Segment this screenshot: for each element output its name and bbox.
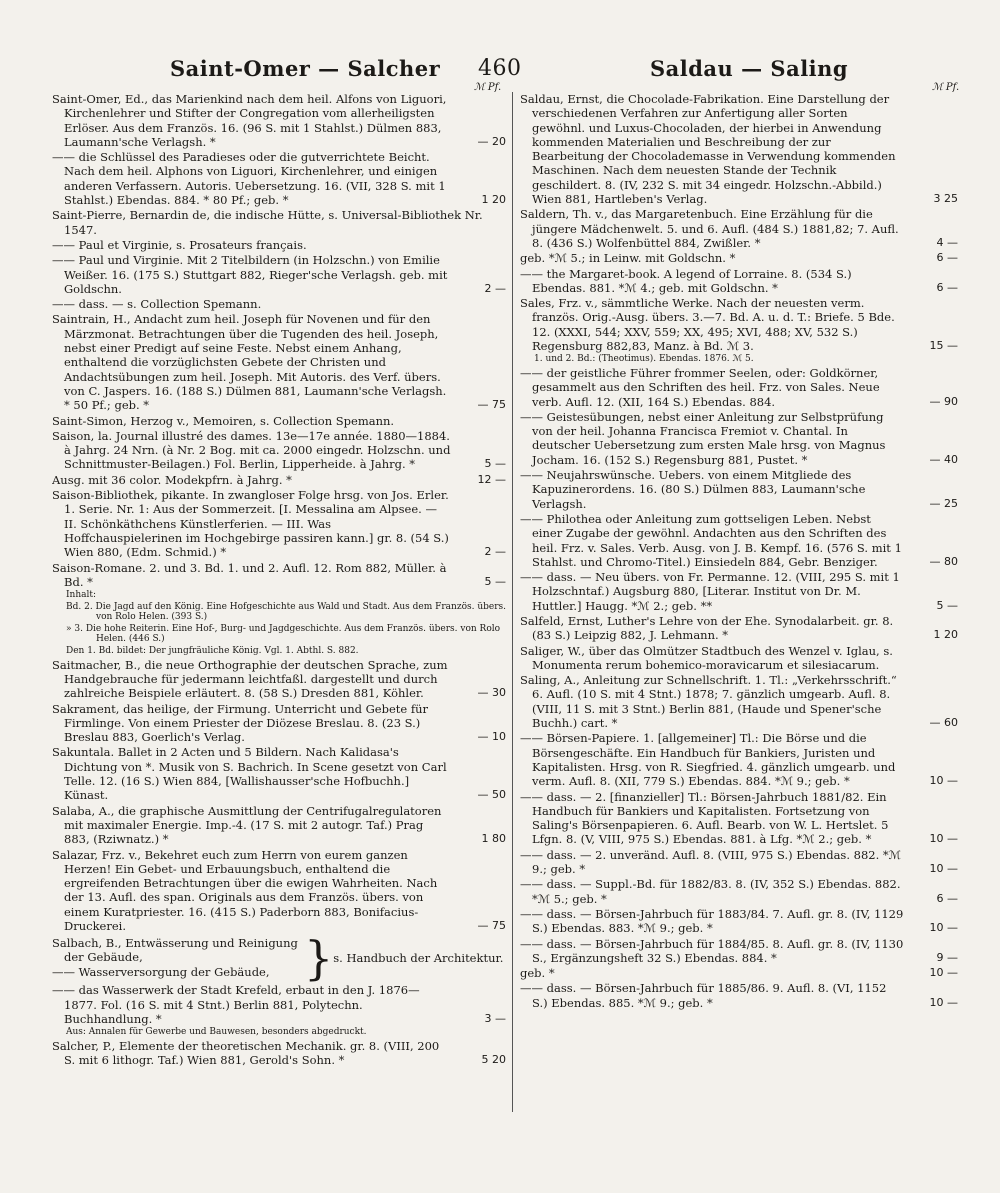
entry-text: —— Philothea oder Anleitung zum gottseligen Leben. Nebst einer Zugabe der gewöhnl. Andachten aus den Schriften des heil. Frz. v. Sales. Verb. Ausg. von J. B. Kempf. 16. (576 S. mit 1 Stahlst. und Chromo-Titel.) Einsiedeln 884, Gebr. Benziger. xyxy=(520,511,902,569)
price-unit-left: ℳ Pf. xyxy=(474,82,502,93)
entry-price: 10 — xyxy=(929,832,958,846)
entry-price: — 75 xyxy=(477,919,506,932)
catalog-entry xyxy=(520,644,958,673)
entry-price: 10 — xyxy=(929,966,958,980)
entry-text: —— dass. — 2. [finanzieller] Tl.: Börsen-Jahrbuch 1881/82. Ein Handbuch für Bankiers und Kapitalisten. Fortsetzung von Saling's Börsenpapieren. 6. Aufl. Bearb. von W. L. Hertslet. 5 Lfgn. 8. (V, VIII, 975 S.) Ebendas. 881. à Lfg. *ℳ 2.; geb. * xyxy=(520,789,889,847)
column-divider xyxy=(512,92,513,1112)
entry-price: 10 — xyxy=(929,862,958,876)
entry-text: —— dass. — Neu übers. von Fr. Permanne. 12. (VIII, 295 S. mit 1 Holzschntaf.) Augsburg 880, [Literar. Institut von Dr. M. Huttler.] Haugg. *ℳ 2.; geb. ** xyxy=(520,570,900,613)
entry-text: Ausg. mit 36 color. Modekpfrn. à Jahrg. * xyxy=(52,472,292,487)
entry-text: Aus: Annalen für Gewerbe und Bauwesen, besonders abgedruckt. xyxy=(66,1027,367,1038)
catalog-entry xyxy=(520,981,958,1010)
entry-text: Saison-Romane. 2. und 3. Bd. 1. und 2. Aufl. 12. Rom 882, Müller. à Bd. * xyxy=(52,560,447,589)
catalog-entry xyxy=(52,804,506,847)
catalog-entry xyxy=(52,92,506,149)
entry-text: Saison, la. Journal illustré des dames. 13e—17e année. 1880—1884. à Jahrg. 24 Nrn. (à Nr. 2 Bog. mit ca. 2000 eingedr. Holzschn. und Schnittmuster-Beilagen.) Fol. Berlin, Lipperheide. à Jahrg. * xyxy=(52,428,451,472)
price-unit-right: ℳ Pf. xyxy=(932,82,960,93)
entry-text: Saitmacher, B., die neue Orthographie der deutschen Sprache, zum Handgebrauche für jedermann leichtfaßl. dargestellt und durch zahlreiche Beispiele erläutert. 8. (58 S.) Dresden 881, Köhler. xyxy=(52,657,448,701)
entry-text: —— der geistliche Führer frommer Seelen, oder: Goldkörner, gesammelt aus den Schriften des heil. Frz. von Sales. Neue verb. Aufl. 12. (XII, 164 S.) Ebendas. 884. xyxy=(520,365,880,409)
entry-text: Salcher, P., Elemente der theoretischen Mechanik. gr. 8. (VIII, 200 S. mit 6 lithogr. Taf.) Wien 881, Gerold's Sohn. * xyxy=(52,1038,440,1068)
entry-price: 6 — xyxy=(936,251,958,265)
brace-item: Salbach, B., Entwässerung und Reinigung der Gebäude, xyxy=(52,935,298,965)
brace-item: —— Wasserversorgung der Gebäude, xyxy=(52,965,270,980)
entry-text: geb. * xyxy=(520,966,555,981)
entry-text: —— dass. — Suppl.-Bd. für 1882/83. 8. (IV, 352 S.) Ebendas. 882. *ℳ 5.; geb. * xyxy=(520,877,901,906)
catalog-entry xyxy=(520,207,958,250)
entry-text: Saint-Omer, Ed., das Marienkind nach dem heil. Alfons von Liguori, Kirchenlehrer und Stifter der Congregation vom allerheiligsten Erlöser. Aus dem Französ. 16. (96 S. mit 1 Stahlst.) Dülmen 883, Laumann'sche Verlagsh. * xyxy=(52,92,447,149)
catalog-entry xyxy=(520,790,958,847)
catalog-entry xyxy=(520,512,958,569)
entry-text: Salaba, A., die graphische Ausmittlung der Centrifugalregulatoren mit maximaler Energie. Imp.-4. (17 S. mit 2 autogr. Taf.) Prag 883, (Rziwnatz.) * xyxy=(52,803,442,847)
entry-price: 10 — xyxy=(929,921,958,935)
entry-text: Inhalt: xyxy=(66,590,97,601)
catalog-entry xyxy=(520,410,958,467)
entry-price: — 60 xyxy=(929,716,958,730)
entry-price: 6 — xyxy=(936,891,958,905)
catalog-entry xyxy=(52,414,506,428)
entry-text: Saint-Pierre, Bernardin de, die indische Hütte, s. Universal-Bibliothek Nr. 1547. xyxy=(52,208,483,237)
entry-text: Saintrain, H., Andacht zum heil. Joseph für Novenen und für den Märzmonat. Betrachtungen über die Tugenden des heil. Joseph, nebst einer Predigt auf seine Feste. Nebst einem Anhang, enthaltend die vorzüglichsten Gebete der Christen und Andachtsübungen zum heil. Joseph. Mit Autoris. des Verf. übers. von C. Jaspers. 16. (188 S.) Dülmen 881, Laumann'sche Verlagsh. * 50 Pf.; geb. * xyxy=(52,312,447,413)
entry-price: 9 — xyxy=(936,950,958,964)
entry-note xyxy=(52,602,506,623)
entry-price: — 20 xyxy=(477,134,506,148)
catalog-entry xyxy=(520,614,958,643)
entry-price: 10 — xyxy=(929,995,958,1009)
entry-price: 3 — xyxy=(484,1011,506,1025)
entry-price: — 75 xyxy=(477,398,506,412)
entry-text: —— dass. — 2. unveränd. Aufl. 8. (VIII, 975 S.) Ebendas. 882. *ℳ 9.; geb. * xyxy=(520,847,901,877)
entry-text: —— das Wasserwerk der Stadt Krefeld, erbaut in den J. 1876—1877. Fol. (16 S. mit 4 Stnt.) Berlin 881, Polytechn. Buchhandlung. * xyxy=(52,983,420,1026)
catalog-entry xyxy=(52,150,506,207)
catalog-entry xyxy=(52,658,506,701)
catalog-entry xyxy=(520,251,958,265)
catalog-entry xyxy=(52,208,506,237)
catalog-entry xyxy=(52,1039,506,1068)
entry-price: 1 20 xyxy=(933,628,958,642)
catalog-entry xyxy=(52,561,506,590)
catalog-entry xyxy=(52,312,506,412)
entry-text: Saint-Simon, Herzog v., Memoiren, s. Collection Spemann. xyxy=(52,413,395,428)
entry-text: —— dass. — Börsen-Jahrbuch für 1884/85. 8. Aufl. gr. 8. (IV, 1130 S., Ergänzungsheft 32 S.) Ebendas. 884. * xyxy=(520,936,904,965)
curly-brace-mark: } xyxy=(304,931,334,986)
catalog-entry xyxy=(52,238,506,252)
catalog-entry xyxy=(520,366,958,409)
entry-text: —— Geistesübungen, nebst einer Anleitung zur Selbstprüfung von der heil. Johanna Francisca Fremiot v. Chantal. In deutscher Uebersetzung zum ersten Male hrsg. von Magnus Jocham. 16. (152 S.) Regensburg 881, Pustet. * xyxy=(520,409,886,467)
page-number: 460 xyxy=(478,56,522,81)
catalog-entry xyxy=(520,92,958,206)
entry-price: — 90 xyxy=(929,394,958,408)
brace-group xyxy=(52,931,506,986)
entry-price: 6 — xyxy=(936,280,958,294)
catalog-entry xyxy=(520,966,958,980)
catalog-entry xyxy=(520,937,958,966)
catalog-entry xyxy=(520,731,958,788)
catalog-entry xyxy=(520,877,958,906)
entry-price: 5 — xyxy=(936,598,958,612)
entry-text: —— Paul und Virginie. Mit 2 Titelbildern (in Holzschn.) von Emilie Weißer. 16. (175 S.) Stuttgart 882, Rieger'sche Verlagsh. geb. mit Goldschn. xyxy=(52,253,448,296)
entry-text: Saison-Bibliothek, pikante. In zwangloser Folge hrsg. von Jos. Erler. 1. Serie. Nr. 1: Aus der Sommerzeit. [I. Messalina am Alpsee. — II. Schönkäthchens Künstlerferien. — III. Was Hoffchauspielerinen im Hochgebirge passiren kann.] gr. 8. (54 S.) Wien 880, (Edm. Schmid.) * xyxy=(52,488,449,560)
catalog-entry xyxy=(52,429,506,472)
catalog-entry xyxy=(520,848,958,877)
catalog-entry xyxy=(52,297,506,311)
entry-price: — 10 xyxy=(477,730,506,744)
entry-price: — 30 xyxy=(477,686,506,700)
catalog-entry xyxy=(52,848,506,934)
entry-text: —— Börsen-Papiere. 1. [allgemeiner] Tl.: Die Börse und die Börsengeschäfte. Ein Handbuch für Bankiers, Juristen und Kapitalisten. Hrsg. von R. Siegfried. 4. gänzlich umgearb. und verm. Aufl. 8. (XII, 779 S.) Ebendas. 884. *ℳ 9.; geb. * xyxy=(520,731,896,789)
catalog-entry xyxy=(520,673,958,730)
entry-text: Bd. 2. Die Jagd auf den König. Eine Hofgeschichte aus Wald und Stadt. Aus dem Französ. übers. von Rolo Helen. (393 S.) xyxy=(66,601,506,623)
header-right-range: Saldau — Saling xyxy=(650,56,849,81)
entry-price: 5 20 xyxy=(481,1053,506,1067)
entry-text: —— the Margaret-book. A legend of Lorraine. 8. (534 S.) Ebendas. 881. *ℳ 4.; geb. mit Goldschn. * xyxy=(520,266,852,295)
entry-text: Sales, Frz. v., sämmtliche Werke. Nach der neuesten verm. französ. Orig.-Ausg. übers. 3.—7. Bd. A. u. d. T.: Briefe. 5 Bde. 12. (XXXI, 544; XXV, 559; XX, 495; XVI, 488; XV, 532 S.) Regensburg 882,83, Manz. à Bd. ℳ 3. xyxy=(520,296,895,354)
entry-text: Sakuntala. Ballet in 2 Acten und 5 Bildern. Nach Kalidasa's Dichtung von *. Musik von S. Bachrich. In Scene gesetzt von Carl Telle. 12. (16 S.) Wien 884, [Wallishausser'sche Hofbuchh.] Künast. xyxy=(52,745,447,803)
entry-text: —— Neujahrswünsche. Uebers. von einem Mitgliede des Kapuzinerordens. 16. (80 S.) Dülmen 883, Laumann'sche Verlagsh. xyxy=(520,468,866,511)
entry-text: —— dass. — Börsen-Jahrbuch für 1885/86. 9. Aufl. 8. (VI, 1152 S.) Ebendas. 885. *ℳ 9.; geb. * xyxy=(520,981,887,1010)
entry-text: —— dass. — s. Collection Spemann. xyxy=(52,297,262,312)
entry-price: 10 — xyxy=(929,774,958,788)
catalog-entry xyxy=(52,983,506,1026)
entry-text: » 3. Die hohe Reiterin. Eine Hof-, Burg- und Jagdgeschichte. Aus dem Französ. übers. von Rolo Helen. (446 S.) xyxy=(66,623,501,645)
entry-note xyxy=(520,354,958,365)
entry-price: 2 — xyxy=(484,545,506,559)
catalog-entry xyxy=(52,253,506,296)
entry-text: Salfeld, Ernst, Luther's Lehre von der Ehe. Synodalarbeit. gr. 8. (83 S.) Leipzig 882, J. Lehmann. * xyxy=(520,613,894,643)
entry-note xyxy=(52,646,506,657)
entry-text: Sakrament, das heilige, der Firmung. Unterricht und Gebete für Firmlinge. Von einem Priester der Diözese Breslau. 8. (23 S.) Breslau 883, Goerlich's Verlag. xyxy=(52,701,429,745)
entry-text: Den 1. Bd. bildet: Der jungfräuliche König. Vgl. 1. Abthl. S. 882. xyxy=(66,646,359,657)
entry-price: 5 — xyxy=(484,574,506,588)
entry-text: —— Paul et Virginie, s. Prosateurs français. xyxy=(52,237,307,252)
entry-price: 1 20 xyxy=(481,193,506,207)
entry-price: 3 25 xyxy=(933,192,958,206)
left-column xyxy=(52,92,506,1112)
entry-text: Saliger, W., über das Olmützer Stadtbuch des Wenzel v. Iglau, s. Monumenta rerum bohemico-moravicarum et silesiacarum. xyxy=(520,643,893,672)
entry-note xyxy=(52,624,506,645)
entry-text: geb. *ℳ 5.; in Leinw. mit Goldschn. * xyxy=(520,251,736,266)
entry-note xyxy=(52,590,506,601)
catalog-entry xyxy=(52,488,506,559)
entry-price: — 80 xyxy=(929,554,958,568)
entry-text: Salazar, Frz. v., Bekehret euch zum Herrn von eurem ganzen Herzen! Ein Gebet- und Erbauungsbuch, enthaltend die ergreifenden Betrachtungen über die ewigen Wahrheiten. Nach der 13. Aufl. des span. Originals aus dem Französ. übers. von einem Kuratpriester. 16. (415 S.) Paderborn 883, Bonifacius-Druckerei. xyxy=(52,847,438,933)
entry-price: 5 — xyxy=(484,457,506,471)
catalog-entry xyxy=(520,468,958,511)
catalog-entry xyxy=(52,473,506,487)
catalog-entry xyxy=(52,745,506,802)
header-left-range: Saint-Omer — Salcher xyxy=(170,56,441,81)
entry-price: — 40 xyxy=(929,452,958,466)
entry-price: 15 — xyxy=(929,339,958,353)
entry-note xyxy=(52,1027,506,1038)
entry-text: —— dass. — Börsen-Jahrbuch für 1883/84. 7. Aufl. gr. 8. (IV, 1129 S.) Ebendas. 883. *ℳ 9.; geb. * xyxy=(520,906,904,936)
brace-reference: s. Handbuch der Architektur. xyxy=(333,951,504,966)
entry-text: Saling, A., Anleitung zur Schnellschrift. 1. Tl.: „Verkehrsschrift.“ 6. Aufl. (10 S. mit 4 Stnt.) 1878; 7. gänzlich umgearb. Aufl. 8. (VIII, 11 S. mit 3 Stnt.) Berlin 881, (Haude und Spener'sche Buchh.) cart. * xyxy=(520,673,897,731)
entry-price: 4 — xyxy=(936,235,958,249)
catalog-entry xyxy=(520,570,958,613)
catalog-entry xyxy=(520,267,958,296)
entry-text: 1. und 2. Bd.: (Theotimus). Ebendas. 1876. ℳ 5. xyxy=(534,354,754,365)
entry-price: — 25 xyxy=(929,496,958,510)
catalog-entry xyxy=(52,702,506,745)
entry-price: 12 — xyxy=(477,472,506,486)
entry-price: 1 80 xyxy=(481,832,506,846)
entry-text: Saldau, Ernst, die Chocolade-Fabrikation. Eine Darstellung der verschiedenen Verfahren zur Anfertigung aller Sorten gewöhnl. und Luxus-Chocoladen, der hierbei in Anwendung kommenden Materialien und Beschreibung der zur Bearbeitung der Chocolademasse in Verwendung kommenden Maschinen. Nach dem neuesten Stande der Technik geschildert. 8. (IV, 232 S. mit 34 eingedr. Holzschn.-Abbild.) Wien 881, Hartleben's Verlag. xyxy=(520,92,896,207)
entry-text: —— die Schlüssel des Paradieses oder die gutverrichtete Beicht. Nach dem heil. Alphons von Liguori, Kirchenlehrer, und einigen anderen Verfassern. Autoris. Uebersetzung. 16. (VII, 328 S. mit 1 Stahlst.) Ebendas. 884. * 80 Pf.; geb. * xyxy=(52,150,446,208)
catalog-entry xyxy=(520,296,958,353)
catalog-entry xyxy=(520,907,958,936)
right-column xyxy=(520,92,958,1112)
entry-price: 2 — xyxy=(484,281,506,295)
entry-price: — 50 xyxy=(477,788,506,802)
entry-text: Saldern, Th. v., das Margaretenbuch. Eine Erzählung für die jüngere Mädchenwelt. 5. und 6. Aufl. (484 S.) 1881,82; 7. Aufl. 8. (436 S.) Wolfenbüttel 884, Zwißler. * xyxy=(520,207,899,250)
